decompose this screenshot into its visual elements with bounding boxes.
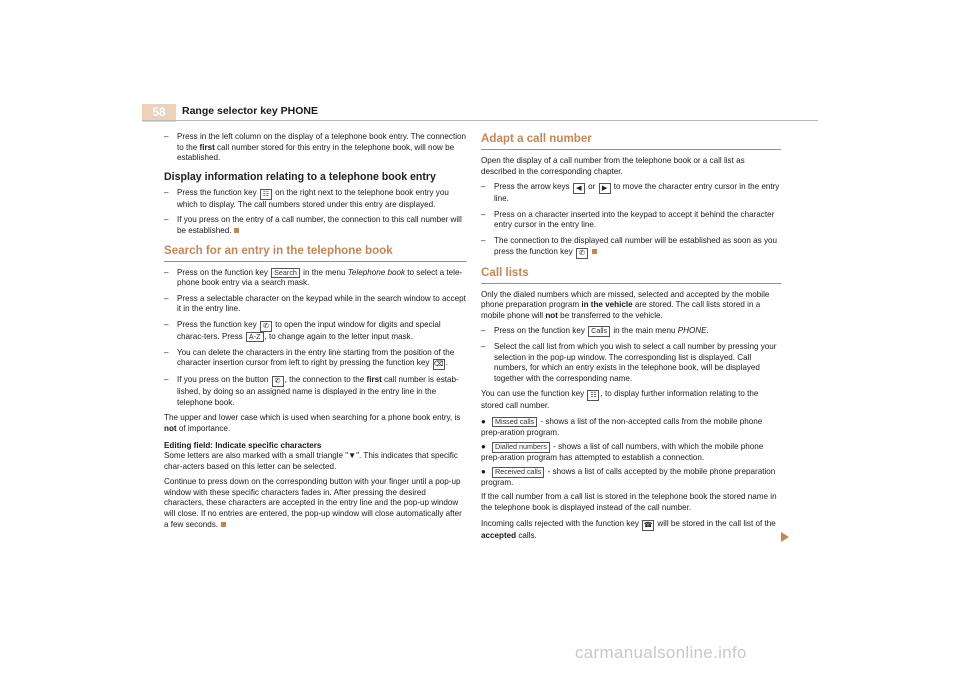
paragraph-lists: Only the dialed numbers which are missed, selected and accepted by the mobile phone preparation program in the vehicle are stored. The call lists stored in a mobile phone will not be transferred to the vehicle.: [481, 289, 770, 320]
right-column: [481, 132, 781, 546]
calls-key: Calls: [588, 326, 610, 337]
paragraph-fn-key: You can use the function key ☷ , to display further information relating to the stored call number.: [481, 389, 759, 411]
subheading-editing-field: Editing field: Indicate specific characters: [164, 440, 322, 450]
step-input-window: – Press the function key ✆ to open the input window for digits and special charac-ters. Press A-Z , to change again to the letter input mask.: [164, 319, 441, 341]
step-delete: – You can delete the characters in the entry line starting from the position of the character insertion cursor from left to right by pressing the function key ⌫ .: [164, 347, 455, 369]
heading-search: Search for an entry in the telephone book: [164, 244, 467, 262]
step-search-key: – Press on the function key Search in the menu Telephone book to select a tele-phone book entry via a search mask.: [164, 267, 463, 288]
phone-icon: ✆: [576, 248, 588, 259]
a-z-key: A-Z: [246, 332, 264, 343]
triangle-icon: ▼: [348, 451, 357, 461]
phone-icon: ✆: [272, 376, 284, 387]
paragraph-triangle: Some letters are also marked with a small triangle "▼". This indicates that specific char-acters based on this letter can be selected.: [164, 451, 458, 471]
bullet-icon: ●: [481, 416, 486, 426]
page-number: 58: [142, 104, 176, 122]
step-connection: – The connection to the displayed call number will be established as soon as you press the function key ✆: [481, 235, 778, 257]
continue-arrow-icon: [781, 532, 789, 542]
left-arrow-icon: ◀: [573, 183, 585, 194]
backspace-icon: ⌫: [433, 361, 444, 369]
paragraph-case: The upper and lower case which is used when searching for a phone book entry, is not of importance.: [164, 413, 461, 433]
running-head-title: Range selector key PHONE: [182, 105, 318, 117]
bullet-missed-calls: ● Missed calls - shows a list of the non-accepted calls from the mobile phone prep-aration program.: [481, 416, 763, 437]
missed-calls-key: Missed calls: [492, 417, 537, 428]
step-fn-key: – Press the function key ☷ on the right next to the telephone book entry you which to display. The call numbers stored under this entry are displayed.: [164, 187, 449, 209]
paragraph-open: Open the display of a call number from the telephone book or a call list as described in the corresponding chapter.: [481, 156, 745, 176]
dial-icon: ✆: [260, 321, 272, 332]
step-arrows: – Press the arrow keys ◀ or ▶ to move the character entry cursor in the entry line.: [481, 182, 780, 204]
bullet-icon: ●: [481, 442, 486, 452]
bullet-received-calls: ● Received calls - shows a list of calls accepted by the mobile phone preparation program.: [481, 467, 776, 487]
section-end-icon: [234, 228, 239, 233]
step-selectable: – Press a selectable character on the keypad while in the search window to accept it in the entry line.: [164, 293, 466, 314]
heading-call-lists: Call lists: [481, 266, 781, 284]
received-calls-key: Received calls: [492, 467, 544, 478]
heading-display-info: Display information relating to a telephone book entry: [164, 170, 436, 183]
step-char: – Press on a character inserted into the keypad to accept it behind the character entry cursor in the entry line.: [481, 209, 775, 230]
watermark: carmanualsonline.info: [575, 643, 747, 662]
section-end-icon: [221, 522, 226, 527]
right-arrow-icon: ▶: [599, 183, 611, 194]
paragraph-rejected: Incoming calls rejected with the function key ☎ will be stored in the call list of the accepted calls.: [481, 518, 776, 540]
step-select-list: – Select the call list from which you wish to select a call number by pressing your selection in the pop-up window. The corresponding list is displayed. Call numbers, for which an entry exists in the telephone book, will be displayed together with the corresponding name.: [481, 341, 777, 383]
step-dash: –: [164, 132, 169, 141]
paragraph-continue: Continue to press down on the corresponding button with your finger until a pop-up window with these specific characters fades in. After pressing the desired characters, these characters are accepted in the entry line and the pop-up window will close. If no entries are entered, the pop-up window will close automatically after a few seconds.: [164, 477, 462, 529]
step-press-entry: – If you press on the entry of a call number, the connection to this call number will be established.: [164, 215, 462, 235]
step-connect: – Press in the left column on the display of a telephone book entry. The connection to the first call number stored for this entry in the telephone book, will now be established.: [164, 132, 467, 163]
section-end-icon: [592, 249, 597, 254]
left-column: [164, 132, 467, 535]
dialled-numbers-key: Dialled numbers: [492, 442, 550, 453]
search-key: Search: [271, 268, 300, 279]
bullet-dialled-numbers: ● Dialled numbers - shows a list of call numbers, with which the mobile phone prep-aration program has attempted to establish a connection.: [481, 442, 764, 462]
book-icon: ☷: [260, 189, 272, 200]
heading-adapt: Adapt a call number: [481, 132, 781, 150]
header-rule: [142, 120, 818, 121]
step-calls: – Press on the function key Calls in the main menu PHONE.: [481, 326, 709, 336]
book-icon: ☷: [587, 390, 599, 401]
hangup-icon: ☎: [643, 521, 653, 529]
paragraph-stored: If the call number from a call list is stored in the telephone book the stored name in the telephone book is displayed instead of the call number.: [481, 492, 777, 513]
step-press-button: – If you press on the button ✆ , the connection to the first call number is estab-lished, by doing so an assigned name is displayed in the entry line in the telephone book.: [164, 375, 459, 407]
bullet-icon: ●: [481, 467, 486, 477]
